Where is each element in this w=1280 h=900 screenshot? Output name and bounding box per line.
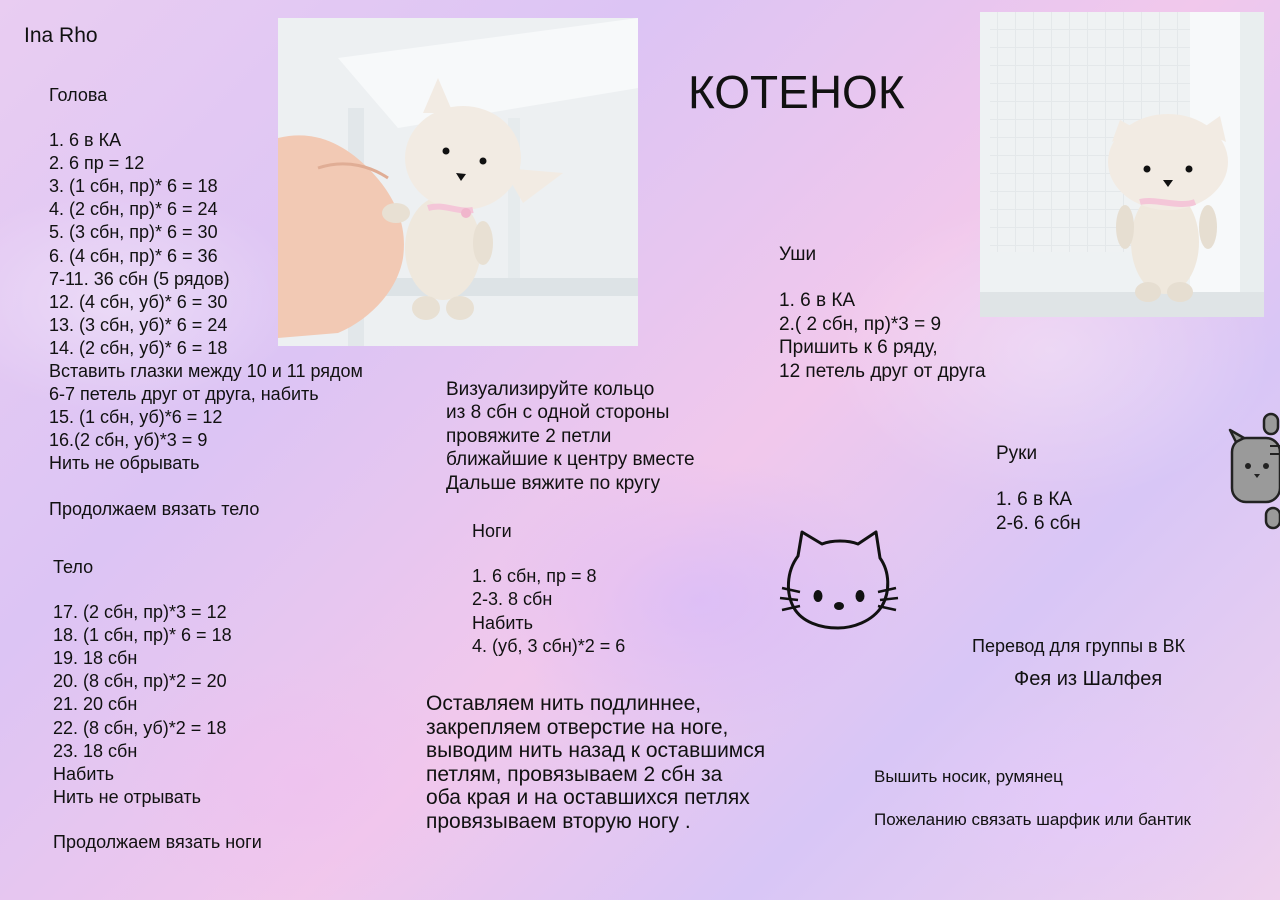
body-line: 19. 18 сбн [53, 648, 138, 669]
head-line: Нить не обрывать [49, 453, 200, 474]
legs-section [472, 520, 625, 658]
head-line: 1. 6 в КА [49, 130, 122, 151]
head-line: 5. (3 сбн, пр)* 6 = 30 [49, 222, 218, 243]
head-line: 4. (2 сбн, пр)* 6 = 24 [49, 199, 218, 220]
body-line: Нить не отрывать [53, 786, 202, 807]
body-line: 21. 20 сбн [53, 694, 138, 715]
head-line: 12. (4 сбн, уб)* 6 = 30 [49, 291, 228, 312]
head-heading: Голова [49, 85, 108, 105]
ring-note [446, 378, 695, 495]
finish-line: оба края и на оставшихся петлях [426, 786, 750, 810]
head-line: 13. (3 сбн, уб)* 6 = 24 [49, 314, 228, 335]
page-title: КОТЕНОК [688, 66, 905, 118]
legs-line: 1. 6 сбн, пр = 8 [472, 566, 597, 587]
head-line: Вставить глазки между 10 и 11 рядом [49, 361, 363, 382]
shelf-photo-illustration [980, 12, 1264, 317]
ring-note-line: из 8 сбн с одной стороны [446, 402, 670, 424]
legs-line: Набить [472, 612, 533, 633]
finish-line: закрепляем отверстие на ноге, [426, 715, 729, 739]
legs-heading: Ноги [472, 521, 512, 541]
ring-note-line: ближайшие к центру вместе [446, 449, 695, 471]
embroider-note: Вышить носик, румянец [874, 767, 1063, 786]
head-line: 14. (2 сбн, уб)* 6 = 18 [49, 337, 228, 358]
head-line: 3. (1 сбн, пр)* 6 = 18 [49, 176, 218, 197]
ring-note-line: провяжите 2 петли [446, 425, 612, 447]
body-line: 20. (8 сбн, пр)*2 = 20 [53, 671, 227, 692]
toy-photo-illustration [278, 18, 638, 346]
head-line: 16.(2 сбн, уб)*3 = 9 [49, 430, 208, 451]
finish-instructions [426, 692, 765, 834]
body-section [53, 556, 262, 854]
optional-accessory-note: Пожеланию связать шарфик или бантик [874, 810, 1191, 829]
legs-line: 2-3. 8 сбн [472, 589, 553, 610]
head-line: 15. (1 сбн, уб)*6 = 12 [49, 407, 223, 428]
body-line: 18. (1 сбн, пр)* 6 = 18 [53, 625, 232, 646]
arms-line: 1. 6 в КА [996, 489, 1073, 510]
hello-kitty-face-icon [778, 528, 900, 632]
head-line: 6-7 петель друг от друга, набить [49, 384, 319, 405]
arms-line: 2-6. 6 сбн [996, 513, 1081, 534]
peeking-cat-icon [1226, 408, 1280, 532]
head-continue: Продолжаем вязать тело [49, 498, 260, 519]
body-line: 17. (2 сбн, пр)*3 = 12 [53, 602, 227, 623]
finish-line: Оставляем нить подлиннее, [426, 692, 702, 715]
finish-line: петлям, провязываем 2 сбн за [426, 762, 723, 786]
ring-note-line: Визуализируйте кольцо [446, 379, 655, 400]
translator-name: Фея из Шалфея [1014, 668, 1163, 690]
photo-hand-holding-toy [278, 18, 638, 346]
ring-note-line: Дальше вяжите по кругу [446, 472, 661, 494]
arms-section [996, 442, 1081, 536]
legs-line: 4. (уб, 3 сбн)*2 = 6 [472, 635, 626, 656]
ears-line: Пришить к 6 ряду, [779, 337, 938, 359]
ears-line: 1. 6 в КА [779, 289, 856, 311]
head-line: 6. (4 сбн, пр)* 6 = 36 [49, 245, 218, 266]
head-line: 7-11. 36 сбн (5 рядов) [49, 268, 230, 289]
arms-heading: Руки [996, 443, 1038, 464]
author-name: Ina Rho [24, 24, 98, 47]
body-heading: Тело [53, 557, 94, 577]
finish-line: выводим нить назад к оставшимся [426, 739, 766, 763]
body-line: 23. 18 сбн [53, 740, 138, 761]
translation-credit: Перевод для группы в ВК [972, 636, 1186, 656]
ears-line: 2.( 2 сбн, пр)*3 = 9 [779, 313, 942, 335]
body-line: Набить [53, 763, 114, 784]
head-line: 2. 6 пр = 12 [49, 153, 145, 174]
photo-toy-on-shelf [980, 12, 1264, 317]
ears-line: 12 петель друг от друга [779, 361, 986, 383]
body-line: 22. (8 сбн, уб)*2 = 18 [53, 717, 227, 738]
ears-heading: Уши [779, 244, 817, 265]
ears-section [779, 243, 986, 384]
body-continue: Продолжаем вязать ноги [53, 831, 262, 852]
finish-line: провязываем вторую ногу . [426, 809, 691, 833]
